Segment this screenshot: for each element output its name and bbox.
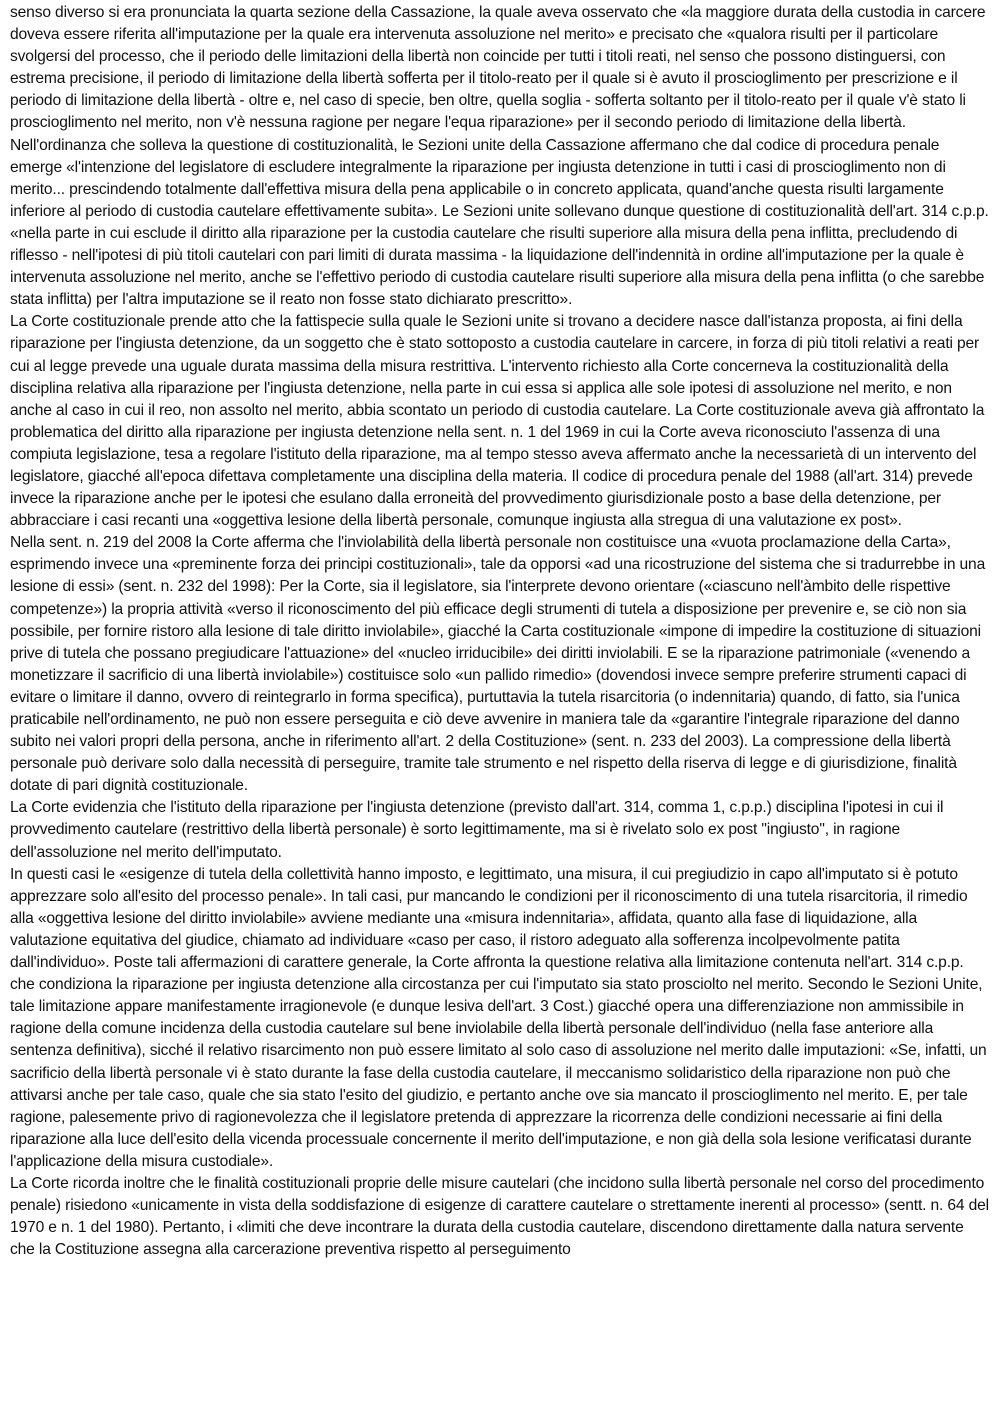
paragraph-continuation: senso diverso si era pronunciata la quarta sezione della Cassazione, la quale aveva osservato che «la maggiore durata della custodia in carcere doveva essere riferita all'imputazione per la quale era intervenuta assoluzione nel merito» e precisato che «qualora risulti per il particolare svolgersi del processo, che il periodo delle limitazioni della libertà non coincide per tutti i titoli reati, nel senso che possono distinguersi, con estrema precisione, il periodo di limitazione della libertà sofferta per il titolo-reato per il quale si è avuto il proscioglimento per prescrizione e il periodo di limitazione della libertà - oltre e, nel caso di specie, ben oltre, quella soglia - sofferta soltanto per il titolo-reato per il quale v'è stato li proscioglimento nel merito, non v'è nessuna ragione per negare l'equa riparazione» per il secondo periodo di limitazione della libertà. Nell'ordinanza che solleva la questione di costituzionalità, le Sezioni unite della Cassazione affermano che dal codice di procedura penale emerge «l'intenzione del legislatore di escludere integralmente la riparazione per ingiusta detenzione in tutti i casi di proscioglimento non di merito... prescindendo totalmente dall'effettiva misura della pena applicabile o in concreto applicata, quand'anche questa risulti largamente inferiore al periodo di custodia cautelare effettivamente subita». Le Sezioni unite sollevano dunque questione di costituzionalità dell'art. 314 c.p.p. «nella parte in cui esclude il diritto alla riparazione per la custodia cautelare che risulti superiore alla misura della pena inflitta, precludendo di riflesso - nell'ipotesi di più titoli cautelari con pari limiti di durata massima - la liquidazione dell'indennità in ordine all'imputazione per la quale è intervenuta assoluzione nel merito, anche se l'effettivo periodo di custodia cautelare risulti superiore alla misura della pena inflitta (o che sarebbe stata inflitta) per l'altra imputazione se il reato non fosse stato dichiarato prescritto».: [10, 4, 989, 309]
paragraph-sent-219-2008: Nella sent. n. 219 del 2008 la Corte afferma che l'inviolabilità della libertà personale non costituisce una «vuota proclamazione della Carta», esprimendo invece una «preminente forza dei principi costituzionali», tale da opporsi «ad una ricostruzione del sistema che si tradurrebbe in una lesione di essi» (sent. n. 232 del 1998): Per la Corte, sia il legislatore, sia l'interprete devono orientare («ciascuno nell'àmbito delle rispettive competenze») la propria attività «verso il riconoscimento del più efficace degli strumenti di tutela a disposizione per prevenire e, se ciò non sia possibile, per fornire ristoro alla lesione di tale diritto inviolabile», giacché la Carta costituzionale «impone di impedire la costituzione di situazioni prive di tutela che possano pregiudicare l'attuazione» del «nucleo irriducibile» dei diritti inviolabili. E se la riparazione patrimoniale («venendo a monetizzare il sacrificio di una libertà inviolabile») costituisce solo «un pallido rimedio» (dovendosi invece sempre preferire strumenti capaci di evitare o limitare il danno, ovvero di reintegrarlo in forma specifica), purtuttavia la tutela risarcitoria (o indennitaria) quando, di fatto, sia l'unica praticabile nell'ordinamento, ne può non essere perseguita e ciò deve avvenire in maniera tale da «garantire l'integrale riparazione del danno subito nei valori propri della persona, anche in riferimento all'art. 2 della Costituzione» (sent. n. 233 del 2003). La compressione della libertà personale può derivare solo dalla necessità di perseguire, tramite tale strumento e nel rispetto della riserva di legge e di giurisdizione, finalità dotate di pari dignità costituzionale.: [10, 534, 986, 795]
paragraph-istituto-riparazione: La Corte evidenzia che l'istituto della riparazione per l'ingiusta detenzione (previsto dall'art. 314, comma 1, c.p.p.) disciplina l'ipotesi in cui il provvedimento cautelare (restrittivo della libertà personale) è sorto legittimamente, ma si è rivelato solo ex post "ingiusto", in ragione dell'assoluzione nel merito dell'imputato.: [10, 799, 944, 861]
paragraph-esigenze-tutela: In questi casi le «esigenze di tutela della collettività hanno imposto, e legittimato, una misura, il cui pregiudizio in capo all'imputato si è potuto apprezzare solo all'esito del processo penale». In tali casi, pur mancando le condizioni per il riconoscimento di una tutela risarcitoria, il rimedio alla «oggettiva lesione del diritto inviolabile» avviene mediante una «misura indennitaria», affidata, quanto alla fase di liquidazione, alla valutazione equitativa del giudice, chiamato ad individuare «caso per caso, il ristoro adeguato alla sofferenza incolpevolmente patita dall'individuo». Poste tali affermazioni di carattere generale, la Corte affronta la questione relativa alla limitazione contenuta nell'art. 314 c.p.p. che condiziona la riparazione per ingiusta detenzione alla circostanza per cui l'imputato sia stato prosciolto nel merito. Secondo le Sezioni Unite, tale limitazione appare manifestamente irragionevole (e dunque lesiva dell'art. 3 Cost.) giacché opera una differenziazione non ammissibile in ragione della comune incidenza della custodia cautelare sul bene inviolabile della libertà personale dell'individuo (nella fase anteriore alla sentenza definitiva), sicché il relativo risarcimento non può essere limitato al solo caso di assoluzione nel merito dalle imputazioni: «Se, infatti, un sacrificio della libertà personale vi è stato durante la fase della custodia cautelare, il meccanismo solidaristico della riparazione non può che attivarsi anche per tale caso, quale che sia stato l'esito del giudizio, e pertanto anche ove sia mancato il proscioglimento nel merito. E, per tale ragione, palesemente privo di ragionevolezza che il legislatore pretenda di apprezzare la ricorrenza delle condizioni necessarie ai fini della riparazione alla luce dell'esito della vicenda processuale concernente il merito dell'imputazione, e non già della sola lesione verificatasi durante l'applicazione della misura custodiale».: [10, 865, 987, 1170]
paragraph-corte-costituzionale: La Corte costituzionale prende atto che la fattispecie sulla quale le Sezioni unite si trovano a decidere nasce dall'istanza proposta, ai fini della riparazione per l'ingiusta detenzione, da un soggetto che è stato sottoposto a custodia cautelare in carcere, in forza di più titoli relativi a reati per cui al legge prevede una uguale durata massima della misura restrittiva. L'intervento richiesto alla Corte concerneva la costituzionalità della disciplina relativa alla riparazione per l'ingiusta detenzione, nella parte in cui essa si applica alle sole ipotesi di assoluzione nel merito, e non anche al caso in cui il reo, non assolto nel merito, abbia scontato un periodo di custodia cautelare. La Corte costituzionale aveva già affrontato la problematica del diritto alla riparazione per ingiusta detenzione nella sent. n. 1 del 1969 in cui la Corte aveva riconosciuto l'assenza di una compiuta legislazione, tesa a regolare l'istituto della riparazione, ma al tempo stesso aveva affermato anche la necessarietà di un intervento del legislatore, giacché all'epoca difettava completamente una disciplina della materia. Il codice di procedura penale del 1988 (all'art. 314) prevede invece la riparazione anche per le ipotesi che esulano dalla erroneità del provvedimento giurisdizionale posto a base della detenzione, per abbracciare i casi recanti una «oggettiva lesione della libertà personale, comunque ingiusta alla stregua di una valutazione ex post».: [10, 313, 985, 530]
document-page: [10, 2, 992, 1261]
paragraph-finalita-misure-cautelari: La Corte ricorda inoltre che le finalità costituzionali proprie delle misure cautelari (che incidono sulla libertà personale nel corso del procedimento penale) risiedono «unicamente in vista della soddisfazione di esigenze di carattere cautelare o strettamente inerenti al processo» (sentt. n. 64 del 1970 e n. 1 del 1980). Pertanto, i «limiti che deve incontrare la durata della custodia cautelare, discendono direttamente dalla natura servente che la Costituzione assegna alla carcerazione preventiva rispetto al perseguimento: [10, 1174, 989, 1259]
